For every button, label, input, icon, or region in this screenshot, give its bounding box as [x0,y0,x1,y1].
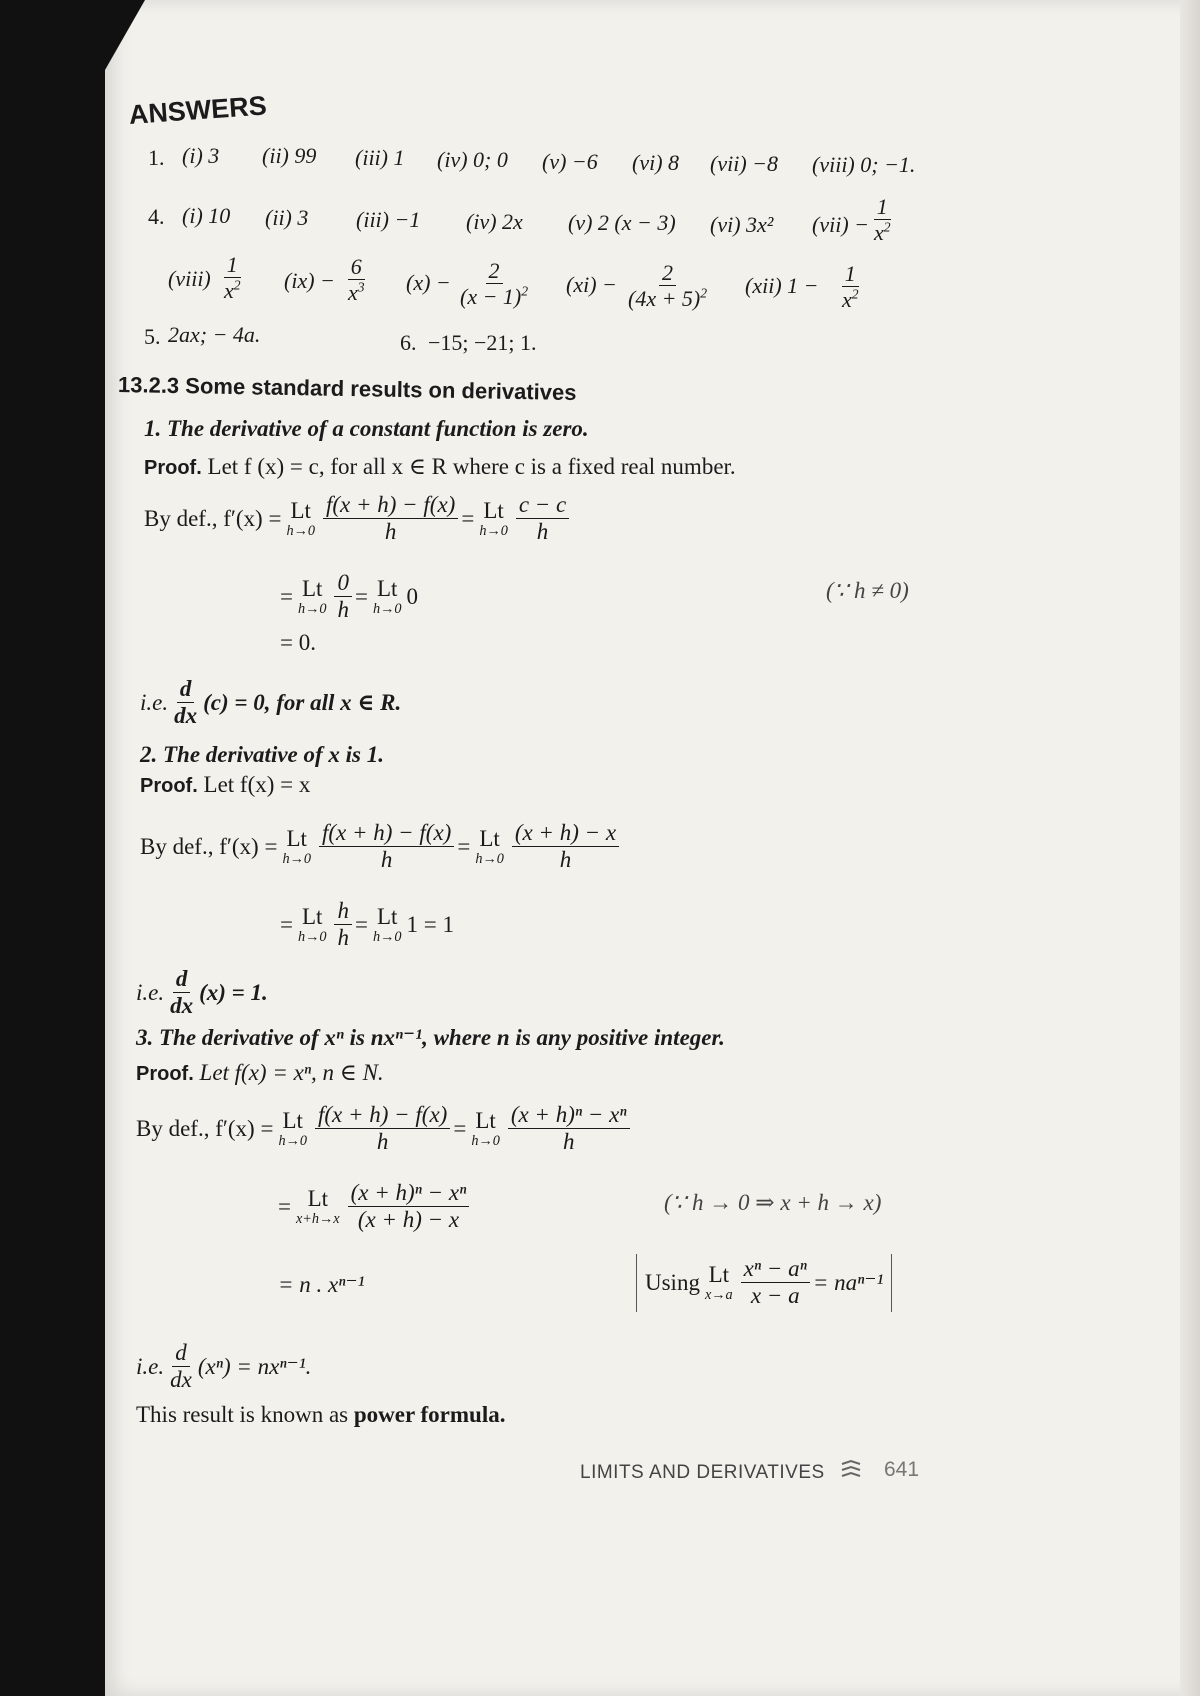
answer-1-part: (ii) 99 [262,143,317,168]
answers-heading: ANSWERS [127,90,268,131]
result-3-proof: Proof. Let f(x) = xⁿ, n ∈ N. [136,1060,384,1085]
answer-1-part: (vii) −8 [710,151,778,176]
answer-4-xi-label: (xi) − [566,272,617,297]
answer-4-viii-label: (viii) [168,266,211,291]
result-1-conclusion: i.e. $\frac{d}{dx}$ (c) = 0, for all x ∈ R. [140,676,402,729]
result-1-step-2: = Lt h→0 $\frac{0}{h}$ = Lt h→0 0 [280,570,418,623]
answer-6-number: 6. [400,330,417,355]
answer-4-part: (i) 10 [182,203,231,228]
result-3-definition: By def., f′(x) = Lt h→0 $\frac{f(x + h) - f(x)}{h}$ = Lt h→0 $\frac{\text{(x + h)ⁿ − xⁿ}}{h}$ [136,1102,633,1156]
result-2-definition: By def., f′(x) = Lt h→0 $\frac{f(x + h) - f(x)}{h}$ = Lt h→0 $\frac{(x + h) - x}{h}$ [140,820,622,874]
result-2-conclusion: i.e. $\frac{d}{dx}$ (x) = 1. [136,966,268,1019]
answer-1 [148,145,165,171]
result-1-note: (∵ h ≠ 0) [826,578,909,603]
section-title: Some standard results on derivatives [185,373,577,406]
answer-4-part: (vii) − [812,212,869,237]
answer-4-xii-fraction: $\frac{1}{x^2}$ [842,261,859,313]
answer-5-number: 5. [144,324,161,349]
answer-4-x-label: (x) − [406,270,451,295]
power-formula-note: This result is known as power formula. [136,1402,506,1427]
result-3-equals-result: = n . xⁿ⁻¹ [278,1272,365,1297]
answer-1-part: (iii) 1 [355,145,405,170]
result-3-conclusion: i.e. $\frac{d}{dx}$ (xⁿ) = nxⁿ⁻¹. [136,1340,312,1393]
page-corner [105,0,145,70]
answer-1-part: (viii) 0; −1. [812,152,916,177]
result-3-note: (∵ h → 0 ⇒ x + h → x) [664,1190,882,1215]
result-1-proof: Proof. Let f (x) = c, for all x ∈ R where c is a fixed real number. [144,454,736,479]
answer-4-part: (ii) 3 [265,205,309,230]
answer-4-part: (iv) 2x [466,209,523,234]
answer-4-ix-label: (ix) − [284,268,335,293]
page-number: 641 [884,1458,920,1481]
answer-4-number: 4. [148,204,165,229]
result-2-statement: 2. The derivative of x is 1. [140,742,385,767]
answer-4-part: (v) 2 (x − 3) [568,210,676,235]
section-number: 13.2.3 [117,372,180,399]
answer-4-xi-fraction: $\frac{2}{(4x + 5)^2}$ [628,260,708,312]
answer-1-part: (vi) 8 [632,150,680,175]
answer-1-part: (iv) 0; 0 [437,147,508,172]
answer-4-ix-fraction: $\frac{6}{x^3}$ [348,254,365,306]
answer-1-number: 1. [148,145,165,170]
bydef-label: By def., f′(x) = [144,505,282,531]
result-2-proof: Proof. Let f(x) = x [140,772,311,797]
answer-4-part: (vi) 3x² [710,212,774,237]
result-1-definition: By def., f′(x) = Lt h→0 $\frac{f(x + h) - f(x)}{h}$ = Lt h→0 $\frac{c - c}{h}$ [144,492,572,546]
result-1-statement: 1. The derivative of a constant function is zero. [144,416,589,441]
result-1-equals-zero: = 0. [280,630,316,655]
answer-5-text: 2ax; − 4a. [168,322,261,347]
result-2-step-2: = Lt h→0 $\frac{h}{h}$ = Lt h→0 1 = 1 [280,898,454,951]
answer-1-part: (i) 3 [182,143,220,168]
answer-4-vii-fraction: $\frac{1}{x^2}$ [874,194,891,246]
answer-6-text: −15; −21; 1. [428,330,537,355]
answer-4-xii-label: (xii) 1 − [745,273,819,298]
result-3-step-2: = Lt x+h→x $\frac{\text{(x + h)ⁿ − xⁿ}}{(x + h) - x}$ [278,1180,472,1234]
result-3-statement: 3. The derivative of xⁿ is nxⁿ⁻¹, where n is any positive integer. [136,1025,725,1050]
book-icon [840,1458,862,1487]
using-formula-box: Using Lt x→a $\frac{\text{xⁿ − aⁿ}}{x - a}$ = naⁿ⁻¹ [636,1254,892,1312]
footer-chapter-title: LIMITS AND DERIVATIVES [580,1462,825,1483]
answer-4-x-fraction: $\frac{2}{(x - 1)^2}$ [460,258,529,310]
answer-4-viii-fraction: $\frac{1}{x^2}$ [224,252,241,304]
answer-4-part: (iii) −1 [356,207,421,232]
page-edge [1180,0,1200,1696]
answer-1-part: (v) −6 [542,149,598,174]
